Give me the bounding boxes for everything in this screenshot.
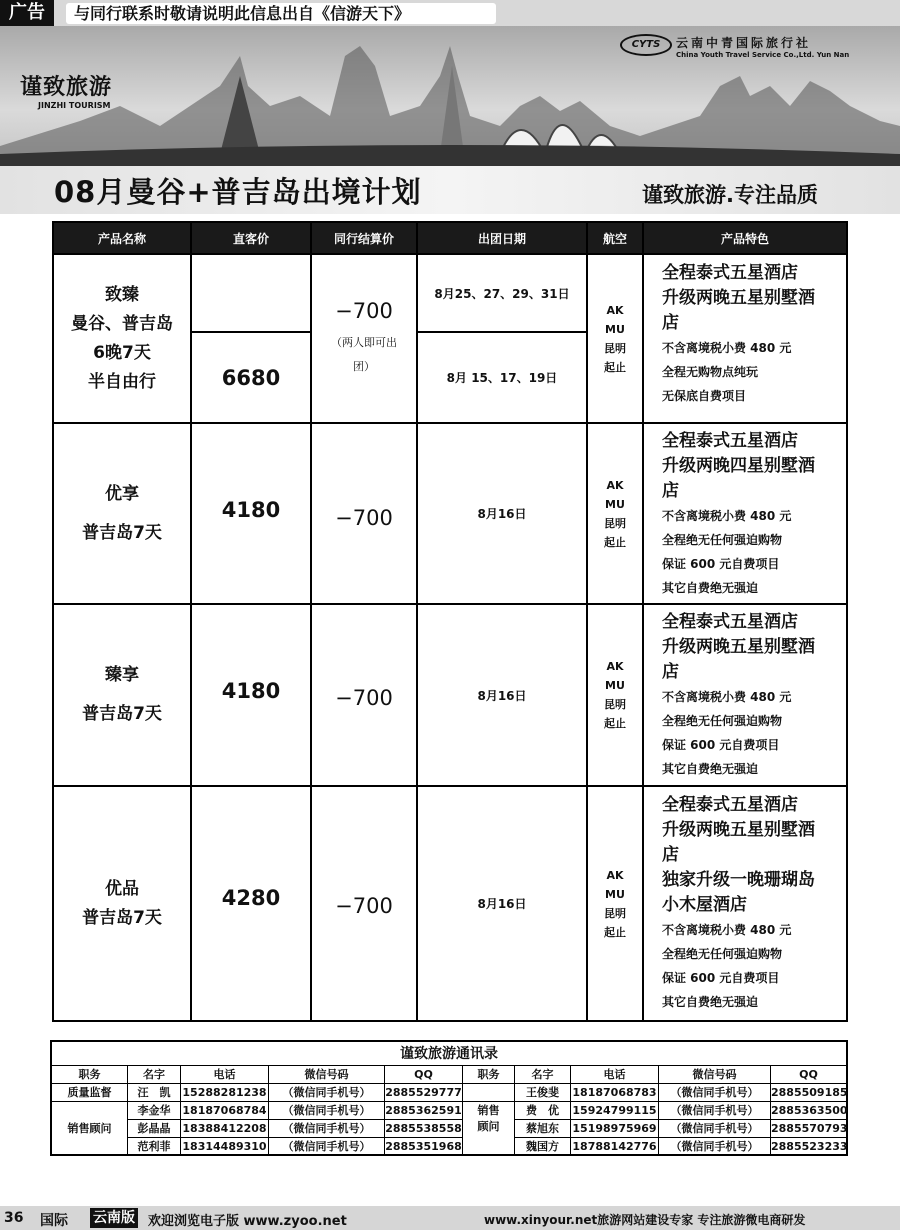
- contact-phone: 18388412208: [182, 1122, 267, 1135]
- feature-line: 保证 600 元自费项目: [662, 738, 780, 752]
- slogan: 谨致旅游.专注品质: [642, 183, 818, 207]
- header-product-name: 产品名称: [54, 223, 190, 253]
- airline-line: 起止: [604, 360, 626, 374]
- airline-line: 起止: [604, 717, 626, 730]
- airline-3: [588, 605, 642, 785]
- peer-price-4: −700: [335, 894, 393, 918]
- contact-name: 彭晶晶: [137, 1122, 171, 1135]
- feature-line: 店: [662, 662, 679, 682]
- header-dates: 出团日期: [418, 223, 586, 253]
- departure-date-4: 8月16日: [477, 897, 527, 911]
- cyts-emblem: CYTS: [620, 34, 672, 56]
- departure-date-1b: 8月 15、17、19日: [446, 371, 558, 385]
- product-name-line: 普吉岛7天: [82, 907, 162, 928]
- contact-qq: 2885523233: [771, 1140, 848, 1153]
- feature-line: 全程泰式五星酒店: [662, 612, 798, 632]
- header-airline: 航空: [588, 223, 642, 253]
- feature-line: 不含离境税小费 480 元: [662, 341, 792, 355]
- feature-line: 店: [662, 313, 679, 333]
- page-footer: [0, 1206, 900, 1230]
- header-banner: [0, 26, 900, 166]
- partner-name-cn: 云南中青国际旅行社: [676, 36, 812, 50]
- contact-wechat: （微信同手机号）: [670, 1122, 759, 1135]
- contact-header: QQ: [414, 1068, 433, 1081]
- peer-price-2: −700: [335, 506, 393, 530]
- role-sales: 销售顾问: [67, 1122, 112, 1135]
- feature-line: 独家升级一晚珊瑚岛: [662, 870, 815, 890]
- feature-line: 升级两晚五星别墅酒: [662, 820, 815, 840]
- contact-qq: 2885362591: [385, 1104, 462, 1117]
- retail-price-4: 4280: [221, 886, 281, 910]
- contact-name: 范利菲: [137, 1140, 171, 1153]
- contact-wechat: （微信同手机号）: [282, 1104, 371, 1117]
- contact-name: 王俊斐: [526, 1086, 559, 1099]
- airline-line: MU: [605, 322, 625, 336]
- header-features: 产品特色: [644, 223, 846, 253]
- contact-name: 李金华: [137, 1104, 171, 1117]
- product-name-line: 臻享: [105, 665, 139, 685]
- contact-header: 职务: [78, 1068, 101, 1081]
- contact-wechat: （微信同手机号）: [670, 1140, 759, 1153]
- feature-line: 全程绝无任何强迫购物: [662, 714, 783, 728]
- contact-title: 谨致旅游通讯录: [52, 1042, 846, 1066]
- contact-name: 蔡旭东: [526, 1122, 559, 1135]
- airline-line: 昆明: [604, 698, 626, 711]
- contact-phone: 18788142776: [572, 1140, 657, 1153]
- airline-line: MU: [605, 887, 625, 901]
- feature-line: 全程泰式五星酒店: [662, 263, 798, 283]
- footer-right-text: www.xinyour.net旅游网站建设专家 专注旅游微电商研发: [484, 1213, 806, 1227]
- retail-price-1: 6680: [221, 365, 281, 390]
- product-name-3: [54, 605, 190, 785]
- peer-price-3: −700: [335, 686, 393, 710]
- product-name-line: 优享: [105, 483, 139, 504]
- contact-qq: 2885509185: [771, 1086, 848, 1099]
- contact-header: 电话: [213, 1068, 236, 1081]
- airline-line: 起止: [604, 925, 626, 939]
- contact-wechat: （微信同手机号）: [282, 1122, 371, 1135]
- contact-directory: [50, 1040, 848, 1156]
- airline-line: AK: [606, 868, 624, 882]
- feature-line: 升级两晚五星别墅酒: [662, 637, 815, 657]
- top-bar: [0, 0, 900, 26]
- retail-price-2: 4180: [221, 498, 281, 522]
- page-number: 36: [4, 1210, 24, 1226]
- header-peer-price: 同行结算价: [312, 223, 416, 253]
- feature-line: 全程无购物点纯玩: [662, 365, 759, 379]
- contact-wechat: （微信同手机号）: [670, 1104, 759, 1117]
- title-bar: [0, 166, 900, 214]
- product-name-line: 普吉岛7天: [82, 522, 162, 543]
- feature-line: 升级两晚五星别墅酒: [662, 288, 815, 308]
- airline-line: 昆明: [604, 341, 626, 355]
- role-sales-right: 销售: [477, 1104, 500, 1117]
- contact-header: 职务: [477, 1068, 500, 1081]
- departure-date-3: 8月16日: [477, 688, 527, 703]
- feature-line: 不含离境税小费 480 元: [662, 690, 792, 704]
- contact-wechat: （微信同手机号）: [670, 1086, 759, 1099]
- feature-line: 其它自费绝无强迫: [662, 581, 759, 595]
- contact-phone: 18314489310: [182, 1140, 267, 1153]
- section-label: 国际: [40, 1213, 68, 1229]
- contact-name: 费 优: [526, 1104, 559, 1117]
- divider: [462, 1083, 514, 1084]
- peer-price-note: 团）: [353, 359, 375, 373]
- airline-line: MU: [605, 679, 625, 692]
- contact-header: 电话: [603, 1068, 626, 1081]
- feature-line: 不含离境税小费 480 元: [662, 923, 792, 937]
- product-name-line: 曼谷、普吉岛: [71, 313, 173, 334]
- feature-line: 全程绝无任何强迫购物: [662, 533, 783, 547]
- page-title: 08月曼谷+普吉岛出境计划: [54, 175, 422, 209]
- airline-line: AK: [606, 478, 624, 492]
- contact-phone: 18187068783: [572, 1086, 657, 1099]
- role-quality: 质量监督: [67, 1086, 112, 1099]
- feature-line: 无保底自费项目: [662, 389, 747, 403]
- airline-4: [588, 787, 642, 1020]
- airline-line: 起止: [604, 535, 626, 549]
- airline-line: 昆明: [604, 906, 626, 920]
- welcome-text: 欢迎浏览电子版 www.zyoo.net: [148, 1214, 347, 1229]
- contact-header: 微信号码: [304, 1068, 349, 1081]
- feature-line: 保证 600 元自费项目: [662, 971, 780, 985]
- contact-wechat: （微信同手机号）: [282, 1140, 371, 1153]
- retail-price-3: 4180: [221, 679, 281, 703]
- feature-line: 全程绝无任何强迫购物: [662, 947, 783, 961]
- contact-phone: 18187068784: [182, 1104, 267, 1117]
- contact-qq: 2885529777: [385, 1086, 462, 1099]
- product-name-1: [54, 255, 190, 422]
- contact-qq: 2885538558: [385, 1122, 462, 1135]
- feature-line: 其它自费绝无强迫: [662, 995, 759, 1009]
- airline-2: [588, 424, 642, 603]
- feature-line: 不含离境税小费 480 元: [662, 509, 792, 523]
- feature-line: 小木屋酒店: [662, 895, 747, 915]
- departure-date-2: 8月16日: [477, 507, 527, 521]
- tour-table: [52, 221, 848, 1022]
- feature-line: 保证 600 元自费项目: [662, 557, 780, 571]
- divider: [642, 223, 644, 1020]
- airline-line: AK: [606, 660, 624, 673]
- contact-name: 汪 凯: [137, 1086, 171, 1099]
- product-name-line: 半自由行: [88, 371, 156, 392]
- partner-name-en: China Youth Travel Service Co.,Ltd. Yun Nan: [676, 51, 850, 59]
- product-name-2: [54, 424, 190, 603]
- product-name-4: [54, 787, 190, 1020]
- airline-line: 昆明: [604, 516, 626, 530]
- features-2: [652, 429, 844, 600]
- peer-price-value: −700: [335, 298, 393, 323]
- header-retail-price: 直客价: [192, 223, 310, 253]
- source-notice: 与同行联系时敬请说明此信息出自《信游天下》: [66, 3, 496, 24]
- logo-script: 谨致旅游: [20, 74, 113, 100]
- feature-line: 升级两晚四星别墅酒: [662, 456, 815, 476]
- role-sales-right: 顾问: [477, 1120, 500, 1133]
- feature-line: 店: [662, 481, 679, 501]
- logo-english: JINZHI TOURISM: [38, 101, 111, 110]
- partner-logo: [620, 34, 890, 59]
- peer-price-note: （两人即可出: [331, 335, 397, 349]
- features-4: [652, 793, 844, 1014]
- contact-phone: 15288281238: [182, 1086, 267, 1099]
- departure-date-1a: 8月25、27、29、31日: [434, 286, 570, 301]
- product-name-line: 普吉岛7天: [82, 704, 162, 724]
- contact-qq: 2885570793: [771, 1122, 848, 1135]
- feature-line: 其它自费绝无强迫: [662, 762, 759, 776]
- feature-line: 店: [662, 845, 679, 865]
- features-1: [652, 261, 844, 408]
- feature-line: 全程泰式五星酒店: [662, 795, 798, 815]
- jinzhi-logo: [20, 70, 170, 110]
- contact-qq: 2885351968: [385, 1140, 462, 1153]
- contact-header: 名字: [531, 1068, 554, 1081]
- peer-price-1: [312, 255, 416, 422]
- contact-header: 微信号码: [692, 1068, 737, 1081]
- contact-qq: 2885363500: [771, 1104, 848, 1117]
- airline-line: AK: [606, 303, 624, 317]
- contact-header: QQ: [799, 1068, 818, 1081]
- product-name-line: 致臻: [105, 284, 139, 305]
- product-name-line: 优品: [105, 878, 139, 899]
- ad-label: 广告: [0, 0, 54, 26]
- edition-badge: 云南版: [90, 1208, 138, 1228]
- contact-phone: 15198975969: [572, 1122, 657, 1135]
- features-3: [652, 610, 844, 781]
- contact-name: 魏国方: [526, 1140, 559, 1153]
- feature-line: 全程泰式五星酒店: [662, 431, 798, 451]
- airline-line: MU: [605, 497, 625, 511]
- product-name-line: 6晚7天: [93, 342, 151, 363]
- contact-header: 名字: [143, 1068, 165, 1081]
- contact-wechat: （微信同手机号）: [282, 1086, 371, 1099]
- airline-1: [588, 255, 642, 422]
- contact-phone: 15924799115: [572, 1104, 657, 1117]
